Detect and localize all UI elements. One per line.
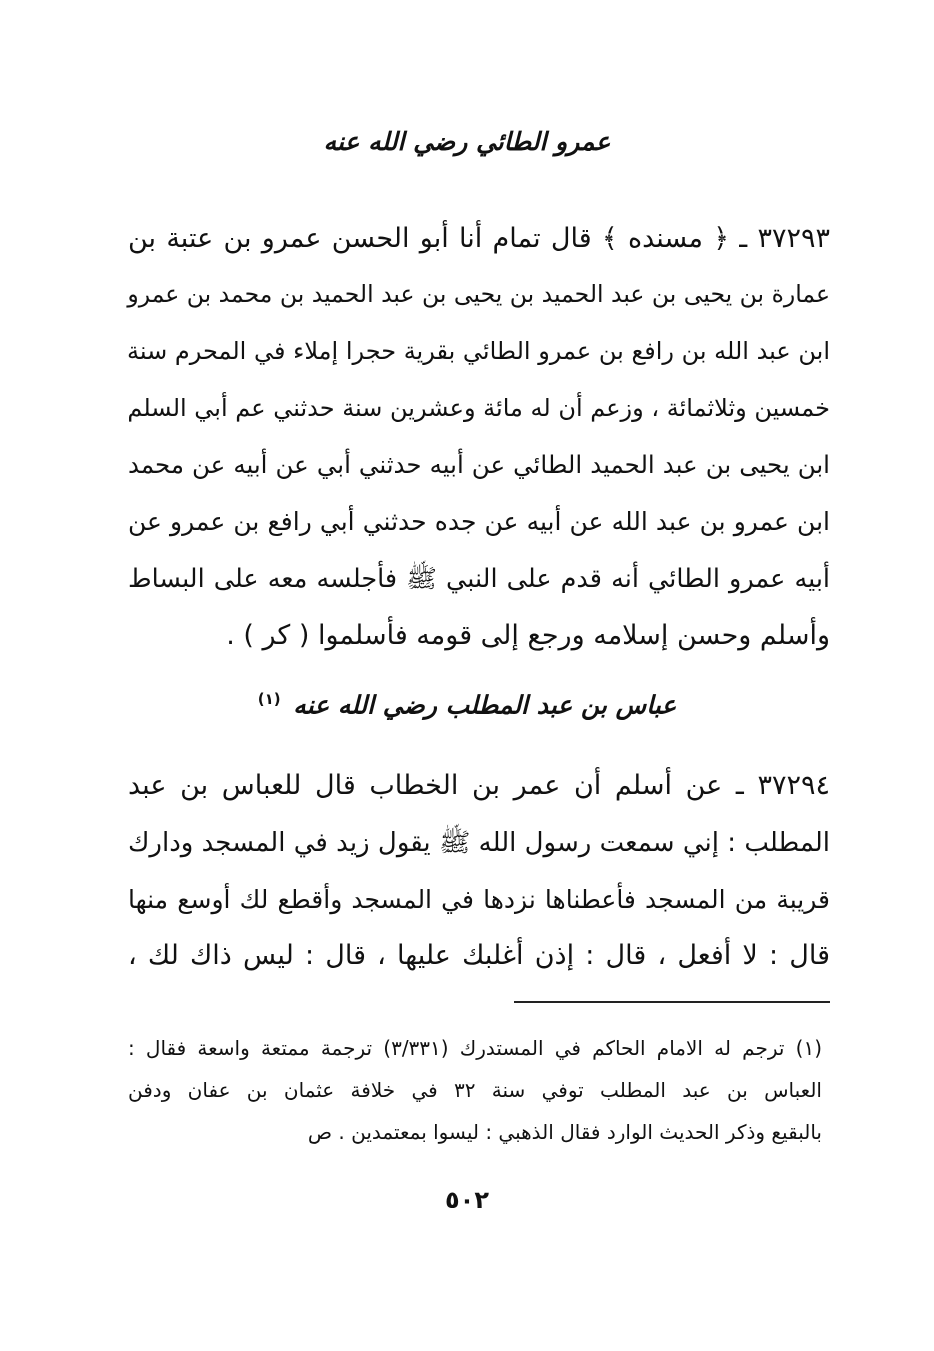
section-heading-text: عمرو الطائي رضي الله عنه <box>323 127 611 156</box>
footnote-separator <box>514 1001 830 1003</box>
hadith-37293-line-8: وأسلم وحسن إسلامه ورجع إلى قومه فأسلموا ( كر ) . <box>226 620 830 651</box>
hadith-37293-line-2: عمارة بن يحيى بن عبد الحميد بن يحيى بن عبد الحميد بن محمد بن عمرو <box>127 280 830 308</box>
footnote-line-3: بالبقيع وذكر الحديث الوارد فقال الذهبي : ليسوا بمعتمدين . ص <box>307 1120 822 1144</box>
section-heading-abbas <box>0 690 934 719</box>
hadith-37293-line-6: ابن عمرو بن عبد الله عن أبيه عن جده حدثني أبي رافع بن عمرو عن <box>128 507 830 536</box>
hadith-37293-line-5: ابن يحيى بن عبد الحميد الطائي عن أبيه حدثني أبي عن أبيه عن محمد <box>128 450 830 479</box>
section-heading-text: عباس بن عبد المطلب رضي الله عنه <box>293 690 677 720</box>
hadith-37293-line-3: ابن عبد الله بن رافع بن عمرو الطائي بقرية حجرا إملاء في المحرم سنة <box>127 337 830 365</box>
footnote-marker: (١) <box>257 690 281 708</box>
hadith-37294-line-1: ٣٧٢٩٤ ـ عن أسلم أن عمر بن الخطاب قال للعباس بن عبد <box>128 770 830 801</box>
hadith-37293-line-4: خمسين وثلاثمائة ، وزعم أن له مائة وعشرين سنة حدثني عم أبي السلم <box>127 394 830 422</box>
hadith-37294-line-4: قال : لا أفعل ، قال : إذن أغلبك عليها ، قال : ليس ذاك لك ، <box>128 940 830 971</box>
footnote-line-2: العباس بن عبد المطلب توفي سنة ٣٢ في خلافة عثمان بن عفان ودفن <box>128 1078 822 1102</box>
hadith-37293-line-1: ٣٧٢٩٣ ـ ﴿ مسنده ﴾ قال تمام أنا أبو الحسن عمرو بن عتبة بن <box>128 223 830 254</box>
page-number: ٥٠٢ <box>445 1186 489 1214</box>
hadith-37294-line-2: المطلب : إني سمعت رسول الله ﷺ يقول زيد في المسجد ودارك <box>128 828 830 858</box>
hadith-37293-line-7: أبيه عمرو الطائي أنه قدم على النبي ﷺ فأجلسه معه على البساط <box>128 564 830 594</box>
footnote-line-1: (١) ترجم له الامام الحاكم في المستدرك (٣/٣٣١) ترجمة ممتعة واسعة فقال : <box>128 1036 822 1060</box>
hadith-37294-line-3: قريبة من المسجد فأعطناها نزدها في المسجد وأقطع لك أوسع منها <box>128 885 830 914</box>
section-heading-amr-al-tai <box>0 127 934 156</box>
